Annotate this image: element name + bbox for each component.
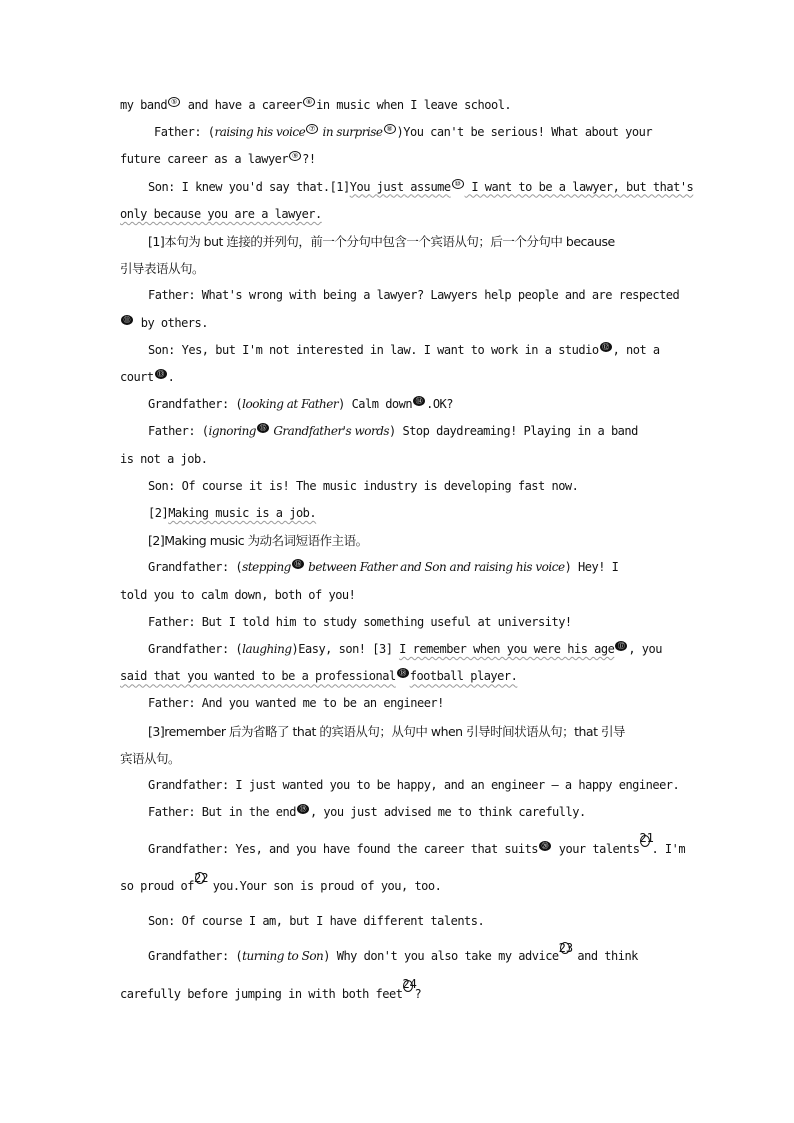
note-marker: ⑫ <box>600 342 612 352</box>
text-line <box>120 446 674 473</box>
text: court <box>120 370 154 385</box>
note-line <box>120 228 674 255</box>
text-line <box>120 146 674 173</box>
note-marker: ⑪ <box>121 315 133 325</box>
text-line <box>120 174 694 201</box>
speaker-text: Father: But in the end <box>148 805 296 820</box>
text: )You can't be serious! What about your <box>396 125 653 140</box>
text: )Easy, son! [3] <box>291 642 400 657</box>
text: in music when I leave school. <box>316 98 512 112</box>
note-marker: ⑳ <box>539 841 551 851</box>
note-marker: ⑭ <box>413 396 425 406</box>
text-line <box>120 364 674 391</box>
speaker-text: Son: Of course it is! The music industry is developing fast now. <box>148 478 579 493</box>
note-marker: ⑥ <box>303 97 315 107</box>
note-marker: ⑬ <box>155 369 167 379</box>
note-number: 23 <box>558 941 574 956</box>
text-line <box>120 636 674 663</box>
speaker-text: Grandfather: ( <box>148 397 243 412</box>
text: .OK? <box>426 397 454 412</box>
text-line <box>120 976 674 1012</box>
text: my band <box>120 98 168 112</box>
text: you.Your son is proud of you, too. <box>205 879 442 894</box>
grammar-note: [1]本句为 but 连接的并列句，前一个分句中包含一个宾语从句；后一个分句中 because <box>148 234 615 250</box>
stage-direction: in surprise <box>319 125 383 140</box>
text: , not a <box>612 342 660 357</box>
speaker-text: Father: ( <box>148 424 209 439</box>
text: is not a job. <box>120 451 208 466</box>
grammar-note: 引导表语从句。 <box>120 261 205 277</box>
stage-direction: looking at Father <box>242 397 339 412</box>
speaker-text: Grandfather: ( <box>148 560 243 575</box>
note-number: 24 <box>402 977 417 992</box>
text: . <box>167 370 175 385</box>
underlined-sentence: I remember when you were his age <box>399 642 615 657</box>
text: ) Calm down <box>338 397 413 412</box>
text-line <box>120 609 674 636</box>
text: , you <box>628 642 662 657</box>
text: , you just advised me to think carefully. <box>309 805 586 820</box>
speaker-text: Grandfather: Yes, and you have found the career that suits <box>148 842 539 857</box>
note-marker: ⑦ <box>306 124 318 134</box>
note-marker <box>558 941 574 960</box>
text: future career as a lawyer <box>120 152 289 167</box>
stage-direction: turning to Son <box>242 949 324 964</box>
speaker-text: Son: I knew you'd say that.[1] <box>148 179 350 194</box>
note-number: 22 <box>193 871 209 886</box>
text: by others. <box>134 315 208 330</box>
stage-direction: raising his voice <box>214 125 306 140</box>
text-line <box>120 906 674 936</box>
note-line <box>120 255 674 282</box>
speaker-text: Grandfather: ( <box>148 949 243 964</box>
text-line <box>120 337 674 364</box>
text-line <box>120 418 674 445</box>
note-marker: ⑨ <box>289 151 301 161</box>
note-line <box>120 527 674 554</box>
stage-direction: between Father and Son and raising his voice <box>304 560 565 575</box>
text-line <box>120 690 674 717</box>
text-line <box>120 663 674 690</box>
text-line <box>120 799 674 826</box>
underlined-sentence: I want to be a lawyer, but that's <box>464 179 694 194</box>
text: ) Stop daydreaming! Playing in a band <box>389 424 638 439</box>
note-marker: ⑱ <box>397 668 409 678</box>
grammar-note: [2]Making music 为动名词短语作主语。 <box>148 533 368 549</box>
underlined-sentence: only because you are a lawyer. <box>120 206 322 221</box>
text-line <box>120 119 674 146</box>
grammar-note: [3]remember 后为省略了 that 的宾语从句；从句中 when 引导时间状语从句；that 引导 <box>148 723 625 739</box>
text: and have a career <box>181 98 303 112</box>
text: ? <box>414 987 422 1002</box>
text-line <box>120 582 674 609</box>
text-line <box>120 391 674 418</box>
text-line <box>120 282 680 309</box>
grammar-note: 宾语从句。 <box>120 750 181 766</box>
note-marker <box>402 977 417 998</box>
speaker-text: Father: What's wrong with being a lawyer? Lawyers help people and are respected <box>148 288 680 303</box>
text-line <box>120 473 674 500</box>
note-number: 21 <box>639 831 654 846</box>
text: and think <box>570 949 638 964</box>
speaker-text: Father: And you wanted me to be an engineer! <box>148 696 444 711</box>
text-line <box>120 92 674 119</box>
note-marker: ⑲ <box>297 804 309 814</box>
stage-direction: laughing <box>242 642 292 657</box>
text: ) Hey! I <box>564 560 619 575</box>
underlined-sentence: You just assume <box>349 179 451 194</box>
speaker-text: Father: ( <box>154 125 215 140</box>
note-marker: ⑩ <box>452 179 464 189</box>
note-marker: ⑧ <box>384 124 396 134</box>
text-line <box>120 554 674 581</box>
text: ?! <box>302 152 316 167</box>
underlined-sentence: said that you wanted to be a professional <box>120 669 396 684</box>
stage-direction: ignoring <box>208 424 256 439</box>
speaker-text: Father: But I told him to study something useful at university! <box>148 614 572 629</box>
text: so proud of <box>120 879 194 894</box>
text: carefully before jumping in with both feet <box>120 987 403 1002</box>
text-line <box>120 772 680 799</box>
note-marker <box>193 871 209 890</box>
text-line <box>120 201 674 228</box>
note-line <box>120 718 674 745</box>
speaker-text: Son: Yes, but I'm not interested in law. I want to work in a studio <box>148 342 599 357</box>
document-page <box>120 92 694 1012</box>
underlined-sentence: Making music is a job. <box>168 506 317 521</box>
note-marker: ⑮ <box>257 423 269 433</box>
note-marker: ⑰ <box>615 641 627 651</box>
underlined-sentence: football player. <box>409 669 518 684</box>
text-line <box>120 500 674 527</box>
text: told you to calm down, both of you! <box>120 587 356 602</box>
note-line <box>120 745 674 772</box>
text: . I'm <box>651 842 686 857</box>
note-marker <box>639 831 654 853</box>
speaker-text: Grandfather: ( <box>148 642 243 657</box>
stage-direction: stepping <box>242 560 291 575</box>
speaker-text: Son: Of course I am, but I have different talents. <box>148 914 485 929</box>
text: ) Why don't you also take my advice <box>323 949 559 964</box>
note-marker: ⑤ <box>168 97 180 107</box>
speaker-text: Grandfather: I just wanted you to be happy, and an engineer — a happy engineer. <box>148 778 680 793</box>
note-label: [2] <box>148 506 169 521</box>
text-line <box>120 866 674 906</box>
text-line <box>120 936 674 976</box>
stage-direction: Grandfather's words <box>270 424 390 439</box>
text: your talents <box>552 842 640 857</box>
text-line <box>120 310 674 337</box>
note-marker: ⑯ <box>292 559 304 569</box>
